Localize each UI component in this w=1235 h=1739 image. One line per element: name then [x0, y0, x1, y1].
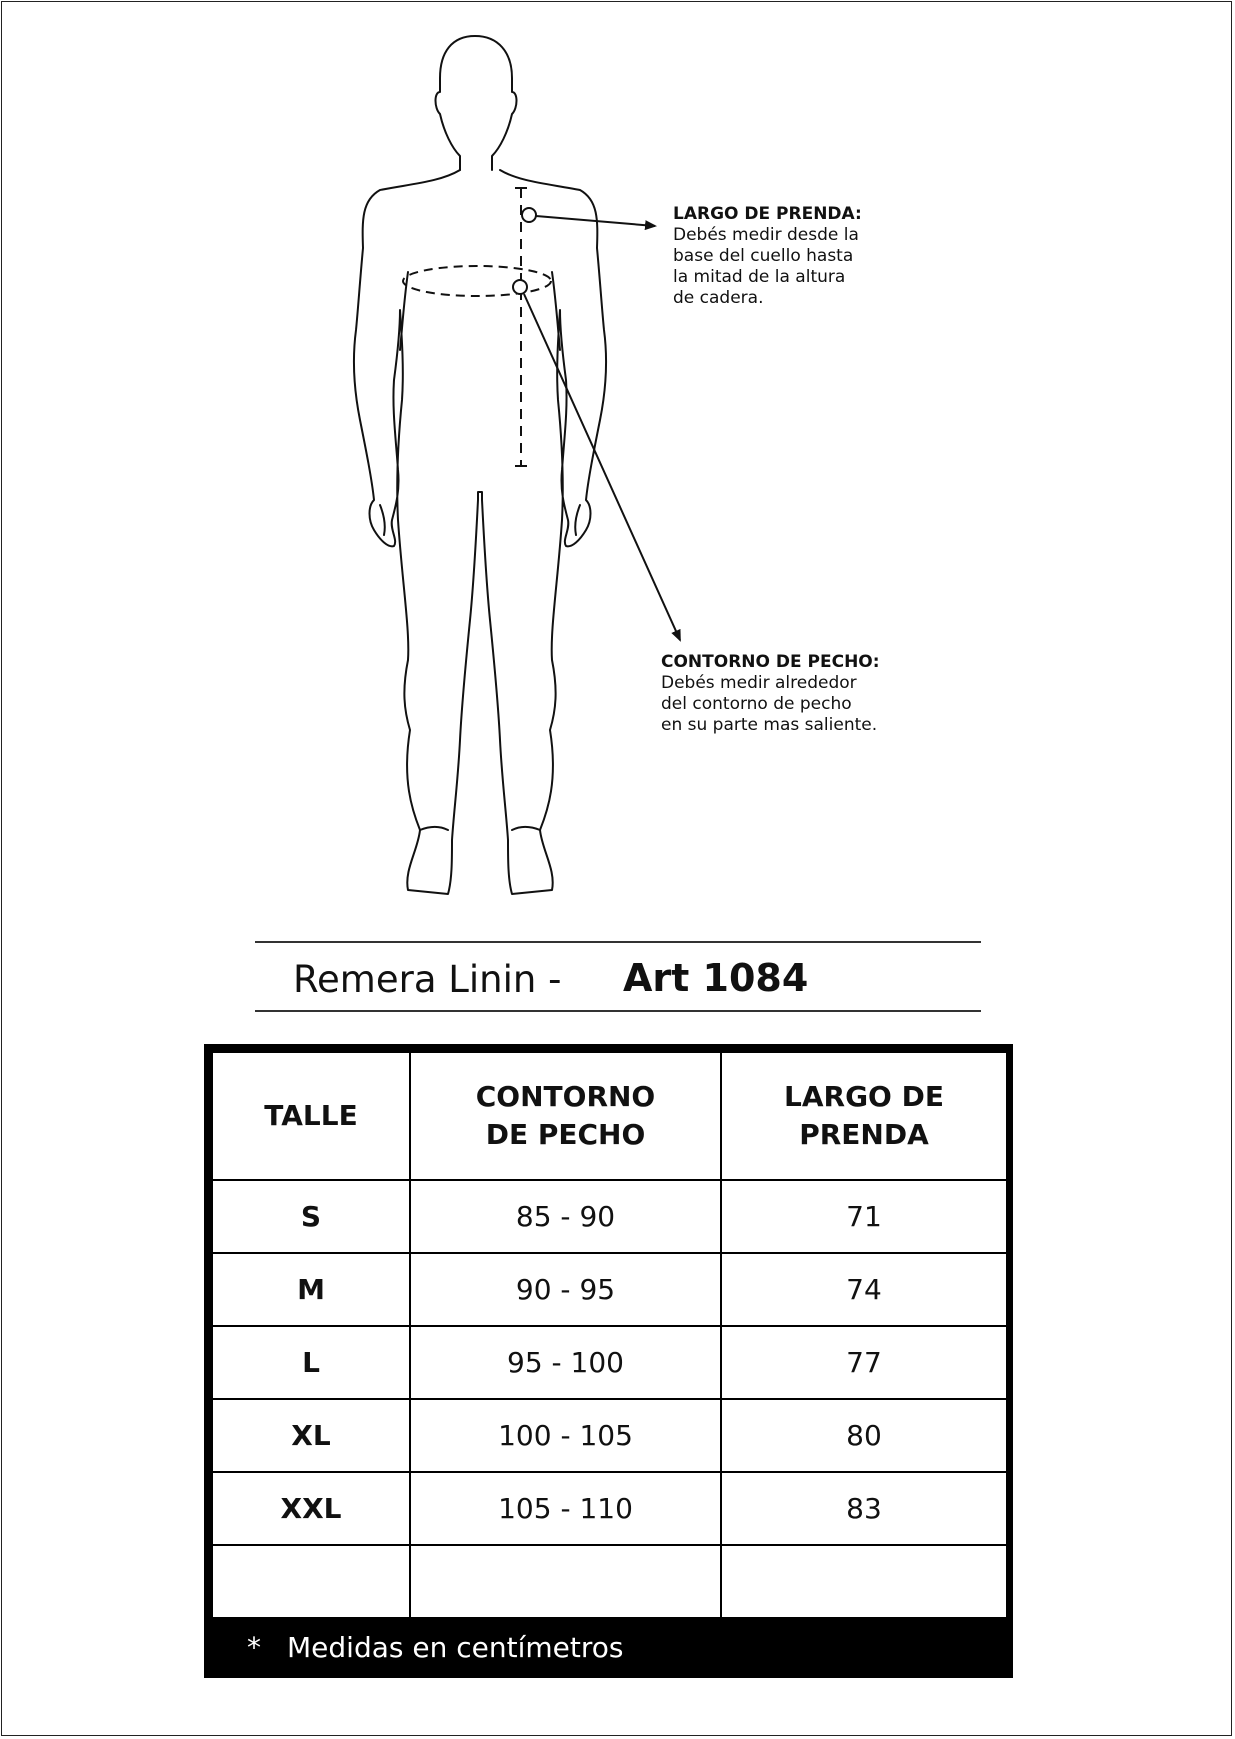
head-outline [436, 36, 517, 170]
header-talle: TALLE [212, 1052, 410, 1180]
length-point [522, 208, 536, 222]
chest-guide [403, 266, 551, 296]
length-cell: 74 [721, 1253, 1007, 1326]
annotation-line: Debés medir desde la [673, 225, 859, 245]
table-row [212, 1399, 1007, 1472]
annotation-line: del contorno de pecho [661, 694, 852, 714]
chest-cell: 105 - 110 [410, 1472, 721, 1545]
size-cell: L [212, 1326, 410, 1399]
chest-cell: 95 - 100 [410, 1326, 721, 1399]
size-table [204, 1044, 1013, 1678]
empty-cell [721, 1545, 1007, 1618]
annotation-heading: LARGO DE PRENDA: [673, 204, 862, 224]
header-contorno-de-pecho: CONTORNO DE PECHO [410, 1052, 721, 1180]
annotation-heading: CONTORNO DE PECHO: [661, 652, 880, 672]
annotation-line: la mitad de la altura [673, 267, 846, 287]
size-cell: S [212, 1180, 410, 1253]
chest-point [513, 280, 527, 294]
empty-cell [410, 1545, 721, 1618]
table-header-row [212, 1052, 1007, 1180]
annotation-contorno-de-pecho [661, 652, 880, 736]
length-cell: 71 [721, 1180, 1007, 1253]
body-outline [354, 170, 606, 894]
footnote-text: Medidas en centímetros [287, 1631, 624, 1664]
annotation-line: de cadera. [673, 288, 764, 308]
footnote [211, 1619, 1006, 1677]
product-title [255, 942, 981, 1010]
empty-cell [212, 1545, 410, 1618]
table-row-empty [212, 1545, 1007, 1618]
title-rule-bottom [255, 1010, 981, 1012]
chest-cell: 85 - 90 [410, 1180, 721, 1253]
table-row [212, 1472, 1007, 1545]
article-number: Art 1084 [623, 956, 809, 1000]
length-cell: 77 [721, 1326, 1007, 1399]
chest-cell: 100 - 105 [410, 1399, 721, 1472]
chest-arrow [524, 294, 680, 640]
table-row [212, 1180, 1007, 1253]
table-row [212, 1253, 1007, 1326]
length-cell: 80 [721, 1399, 1007, 1472]
annotation-line: base del cuello hasta [673, 246, 854, 266]
size-cell: M [212, 1253, 410, 1326]
size-cell: XL [212, 1399, 410, 1472]
length-cell: 83 [721, 1472, 1007, 1545]
table-row [212, 1326, 1007, 1399]
product-name: Remera Linin - [293, 958, 562, 1001]
annotation-line: en su parte mas saliente. [661, 715, 878, 735]
annotation-line: Debés medir alrededor [661, 673, 857, 693]
annotation-largo-de-prenda [673, 204, 862, 309]
header-largo-de-prenda: LARGO DE PRENDA [721, 1052, 1007, 1180]
size-cell: XXL [212, 1472, 410, 1545]
chest-cell: 90 - 95 [410, 1253, 721, 1326]
footnote-mark: * [247, 1631, 261, 1664]
